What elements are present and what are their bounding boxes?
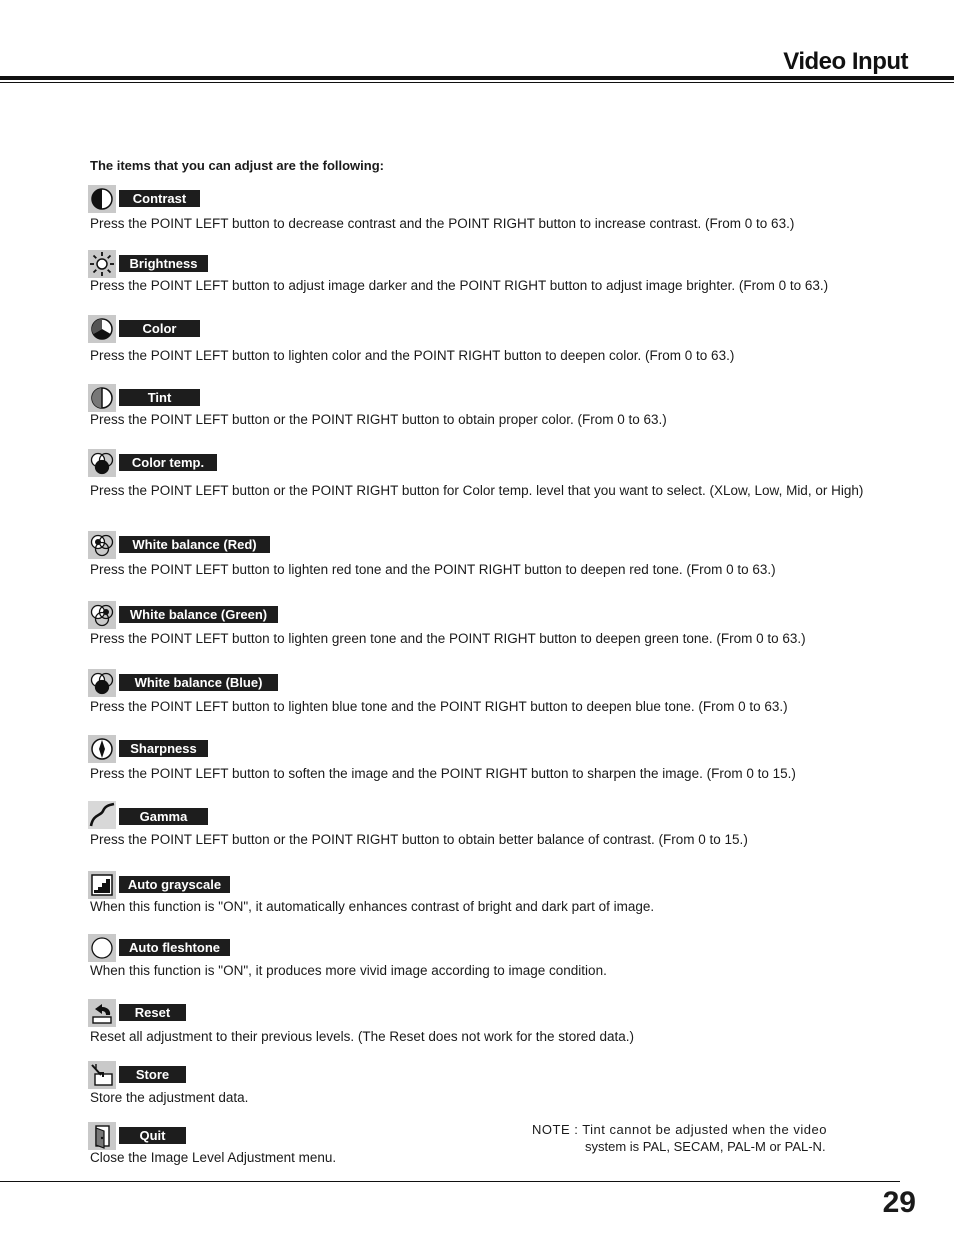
item-white-balance-red [88,531,878,578]
store-icon [88,1061,116,1089]
item-description: Store the adjustment data. [90,1090,249,1105]
footer-rule [0,1181,900,1182]
reset-icon [88,999,116,1027]
item-description: Reset all adjustment to their previous levels. (The Reset does not work for the stored data.) [90,1029,635,1044]
item-description: Press the POINT LEFT button to lighten red tone and the POINT RIGHT button to deepen red tone. (From 0 to 63.) [90,562,776,577]
gamma-icon [88,801,116,829]
header-rule-thick [0,76,954,80]
item-description: Press the POINT LEFT button to lighten blue tone and the POINT RIGHT button to deepen blue tone. (From 0 to 63.) [90,699,788,714]
tint-icon [88,384,116,412]
item-description: Press the POINT LEFT button to soften the image and the POINT RIGHT button to sharpen the image. (From 0 to 15.) [90,766,796,781]
page-title: Video Input [783,48,908,75]
item-label: Tint [119,389,200,406]
white-balance-green-icon [88,601,116,629]
item-description: Press the POINT LEFT button to decrease contrast and the POINT RIGHT button to increase contrast. (From 0 to 63.) [90,216,795,231]
item-color-temp [88,449,878,499]
item-description: Press the POINT LEFT button or the POINT RIGHT button for Color temp. level that you want to select. (XLow, Low, Mid, or High) [90,483,864,498]
item-description: Press the POINT LEFT button to lighten green tone and the POINT RIGHT button to deepen green tone. (From 0 to 63.) [90,631,806,646]
note-line-2: system is PAL, SECAM, PAL-M or PAL-N. [585,1139,826,1154]
item-label: White balance (Green) [119,606,278,623]
item-label: Auto fleshtone [119,939,230,956]
color-icon [88,315,116,343]
item-label: White balance (Red) [119,536,270,553]
note [532,1121,827,1155]
quit-icon [88,1122,116,1150]
item-auto-fleshtone [88,934,878,979]
item-white-balance-blue [88,669,878,715]
item-description: Close the Image Level Adjustment menu. [90,1150,337,1165]
auto-fleshtone-icon [88,934,116,962]
item-description: Press the POINT LEFT button or the POINT RIGHT button to obtain better balance of contrast. (From 0 to 15.) [90,832,748,847]
item-description: Press the POINT LEFT button to adjust image darker and the POINT RIGHT button to adjust image brighter. (From 0 to 63.) [90,278,829,293]
item-label: Contrast [119,190,200,207]
page-number: 29 [882,1186,916,1219]
header-rule-thin [0,82,954,83]
note-line-1: NOTE : Tint cannot be adjusted when the video [532,1122,827,1137]
item-description: Press the POINT LEFT button or the POINT RIGHT button to obtain proper color. (From 0 to 63.) [90,412,667,427]
contrast-icon [88,185,116,213]
item-brightness [88,250,878,294]
item-color [88,315,878,364]
item-label: Reset [119,1004,186,1021]
item-label: Color [119,320,200,337]
item-label: Auto grayscale [119,876,230,893]
item-label: Quit [119,1127,186,1144]
item-label: Brightness [119,255,208,272]
white-balance-red-icon [88,531,116,559]
white-balance-blue-icon [88,669,116,697]
item-label: White balance (Blue) [119,674,278,691]
sharpness-icon [88,735,116,763]
item-sharpness [88,735,878,782]
item-description: When this function is "ON", it produces more vivid image according to image condition. [90,963,607,978]
item-white-balance-green [88,601,878,647]
item-label: Color temp. [119,454,217,471]
item-label: Gamma [119,808,208,825]
item-description: Press the POINT LEFT button to lighten color and the POINT RIGHT button to deepen color. (From 0 to 63.) [90,348,735,363]
item-auto-grayscale [88,871,878,915]
intro-text: The items that you can adjust are the following: [90,158,384,173]
item-reset [88,999,878,1045]
auto-grayscale-icon [88,871,116,899]
brightness-icon [88,250,116,278]
item-store [88,1061,878,1106]
item-label: Store [119,1066,186,1083]
item-tint [88,384,878,428]
item-gamma [88,801,878,848]
item-contrast [88,185,878,232]
color-temp-icon [88,449,116,477]
item-label: Sharpness [119,740,208,757]
item-description: When this function is "ON", it automatically enhances contrast of bright and dark part of image. [90,899,655,914]
